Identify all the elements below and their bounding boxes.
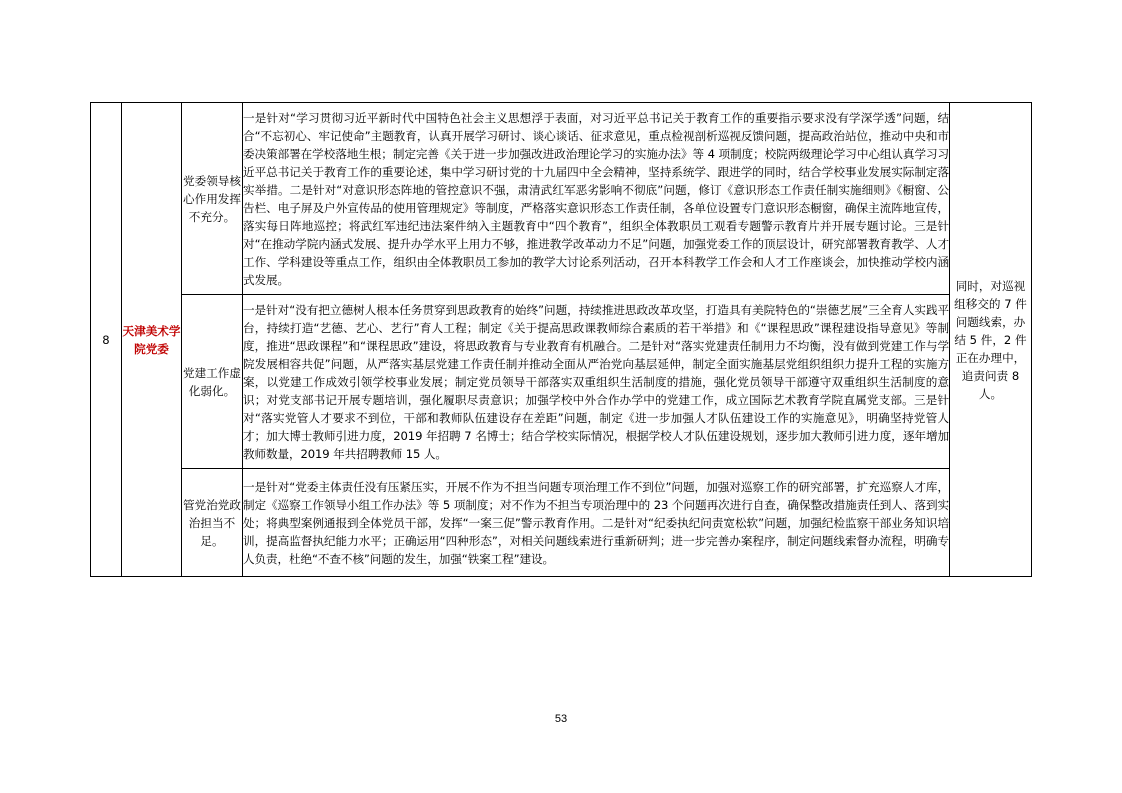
- table-row: [91, 295, 1032, 469]
- measures-cell: 一是针对“学习贯彻习近平新时代中国特色社会主义思想浮于表面，对习近平总书记关于教育工作的重要指示要求没有学深学透”问题，结合“不忘初心、牢记使命”主题教育，认真开展学习研讨、谈心谈话、征求意见，重点检视剖析巡视反馈问题，提高政治站位，推动中央和市委决策部署在学校落地生根；制定完善《关于进一步加强改进政治理论学习的实施办法》等 4 项制度；校院两级理论学习中心组认真学习习近平总书记关于教育工作的重要论述，集中学习研讨党的十九届四中全会精神，坚持系统学、跟进学的同时，结合学校事业发展实际制定落实举措。二是针对“对意识形态阵地的管控意识不强，肃清武红军恶劣影响不彻底”问题，修订《意识形态工作责任制实施细则》《橱窗、公告栏、电子屏及户外宣传品的使用管理规定》等制度，严格落实意识形态工作责任制，各单位设置专门意识形态橱窗，确保主流阵地宣传，落实每日阵地巡控；将武红军违纪违法案件纳入主题教育中“四个教育”，组织全体教职员工观看专题警示教育片并开展专题讨论。三是针对“在推动学院内涵式发展、提升办学水平上用力不够，推进教学改革动力不足”问题，加强党委工作的顶层设计，研究部署教育教学、人才工作、学科建设等重点工作，组织由全体教职员工参加的教学大讨论系列活动，召开本科教学工作会和人才工作座谈会，加快推动学校内涵式发展。: [243, 103, 950, 295]
- measures-cell: 一是针对“党委主体责任没有压紧压实，开展不作为不担当问题专项治理工作不到位”问题，加强对巡察工作的研究部署，扩充巡察人才库，制定《巡察工作领导小组工作办法》等 5 项制度；对不作为不担当专项治理中的 23 个问题再次进行自查，确保整改措施责任到人、落到实处；将典型案例通报到全体党员干部，发挥“一案三促”警示教育作用。二是针对“纪委执纪问责宽松软”问题，加强纪检监察干部业务知识培训，提高监督执纪能力水平；正确运用“四种形态”，对相关问题线索进行重新研判；进一步完善办案程序，制定问题线索督办流程，明确专人负责，杜绝“不查不核”问题的发生，加强“铁案工程”建设。: [243, 469, 950, 577]
- problem-cell: 管党治党政治担当不足。: [182, 469, 243, 577]
- page-number: 53: [554, 713, 568, 725]
- problem-cell: 党委领导核心作用发挥不充分。: [182, 103, 243, 295]
- result-cell: 同时，对巡视组移交的 7 件问题线索，办结 5 件，2 件正在办理中，追责问责 8 人。: [950, 103, 1032, 577]
- row-number: 8: [91, 103, 122, 577]
- table-row: [91, 469, 1032, 577]
- table-row: [91, 103, 1032, 295]
- rectification-table: [90, 102, 1032, 577]
- problem-cell: 党建工作虚化弱化。: [182, 295, 243, 469]
- unit-name: 天津美术学院党委: [122, 103, 182, 577]
- measures-cell: 一是针对“没有把立德树人根本任务贯穿到思政教育的始终”问题，持续推进思政改革攻坚，打造具有美院特色的“崇德艺展”三全育人实践平台，持续打造“艺德、艺心、艺行”育人工程；制定《关于提高思政课教师综合素质的若干举措》和《“课程思政”课程建设指导意见》等制度，推进“思政课程”和“课程思政”建设，将思政教育与专业教育有机融合。二是针对“落实党建责任制用力不均衡，没有做到党建工作与学院发展相容共促”问题，从严落实基层党建工作责任制并推动全面从严治党向基层延伸，制定全面实施基层党组织组织力提升工程的实施方案，以党建工作成效引领学校事业发展；制定党员领导干部落实双重组织生活制度的措施，强化党员领导干部遵守双重组织生活制度的意识；对党支部书记开展专题培训，强化履职尽责意识；加强学校中外合作办学中的党建工作，成立国际艺术教育学院直属党支部。三是针对“落实党管人才要求不到位，干部和教师队伍建设存在差距”问题，制定《进一步加强人才队伍建设工作的实施意见》，明确坚持党管人才；加大博士教师引进力度，2019 年招聘 7 名博士；结合学校实际情况，根据学校人才队伍建设规划，逐步加大教师引进力度，逐年增加教师数量，2019 年共招聘教师 15 人。: [243, 295, 950, 469]
